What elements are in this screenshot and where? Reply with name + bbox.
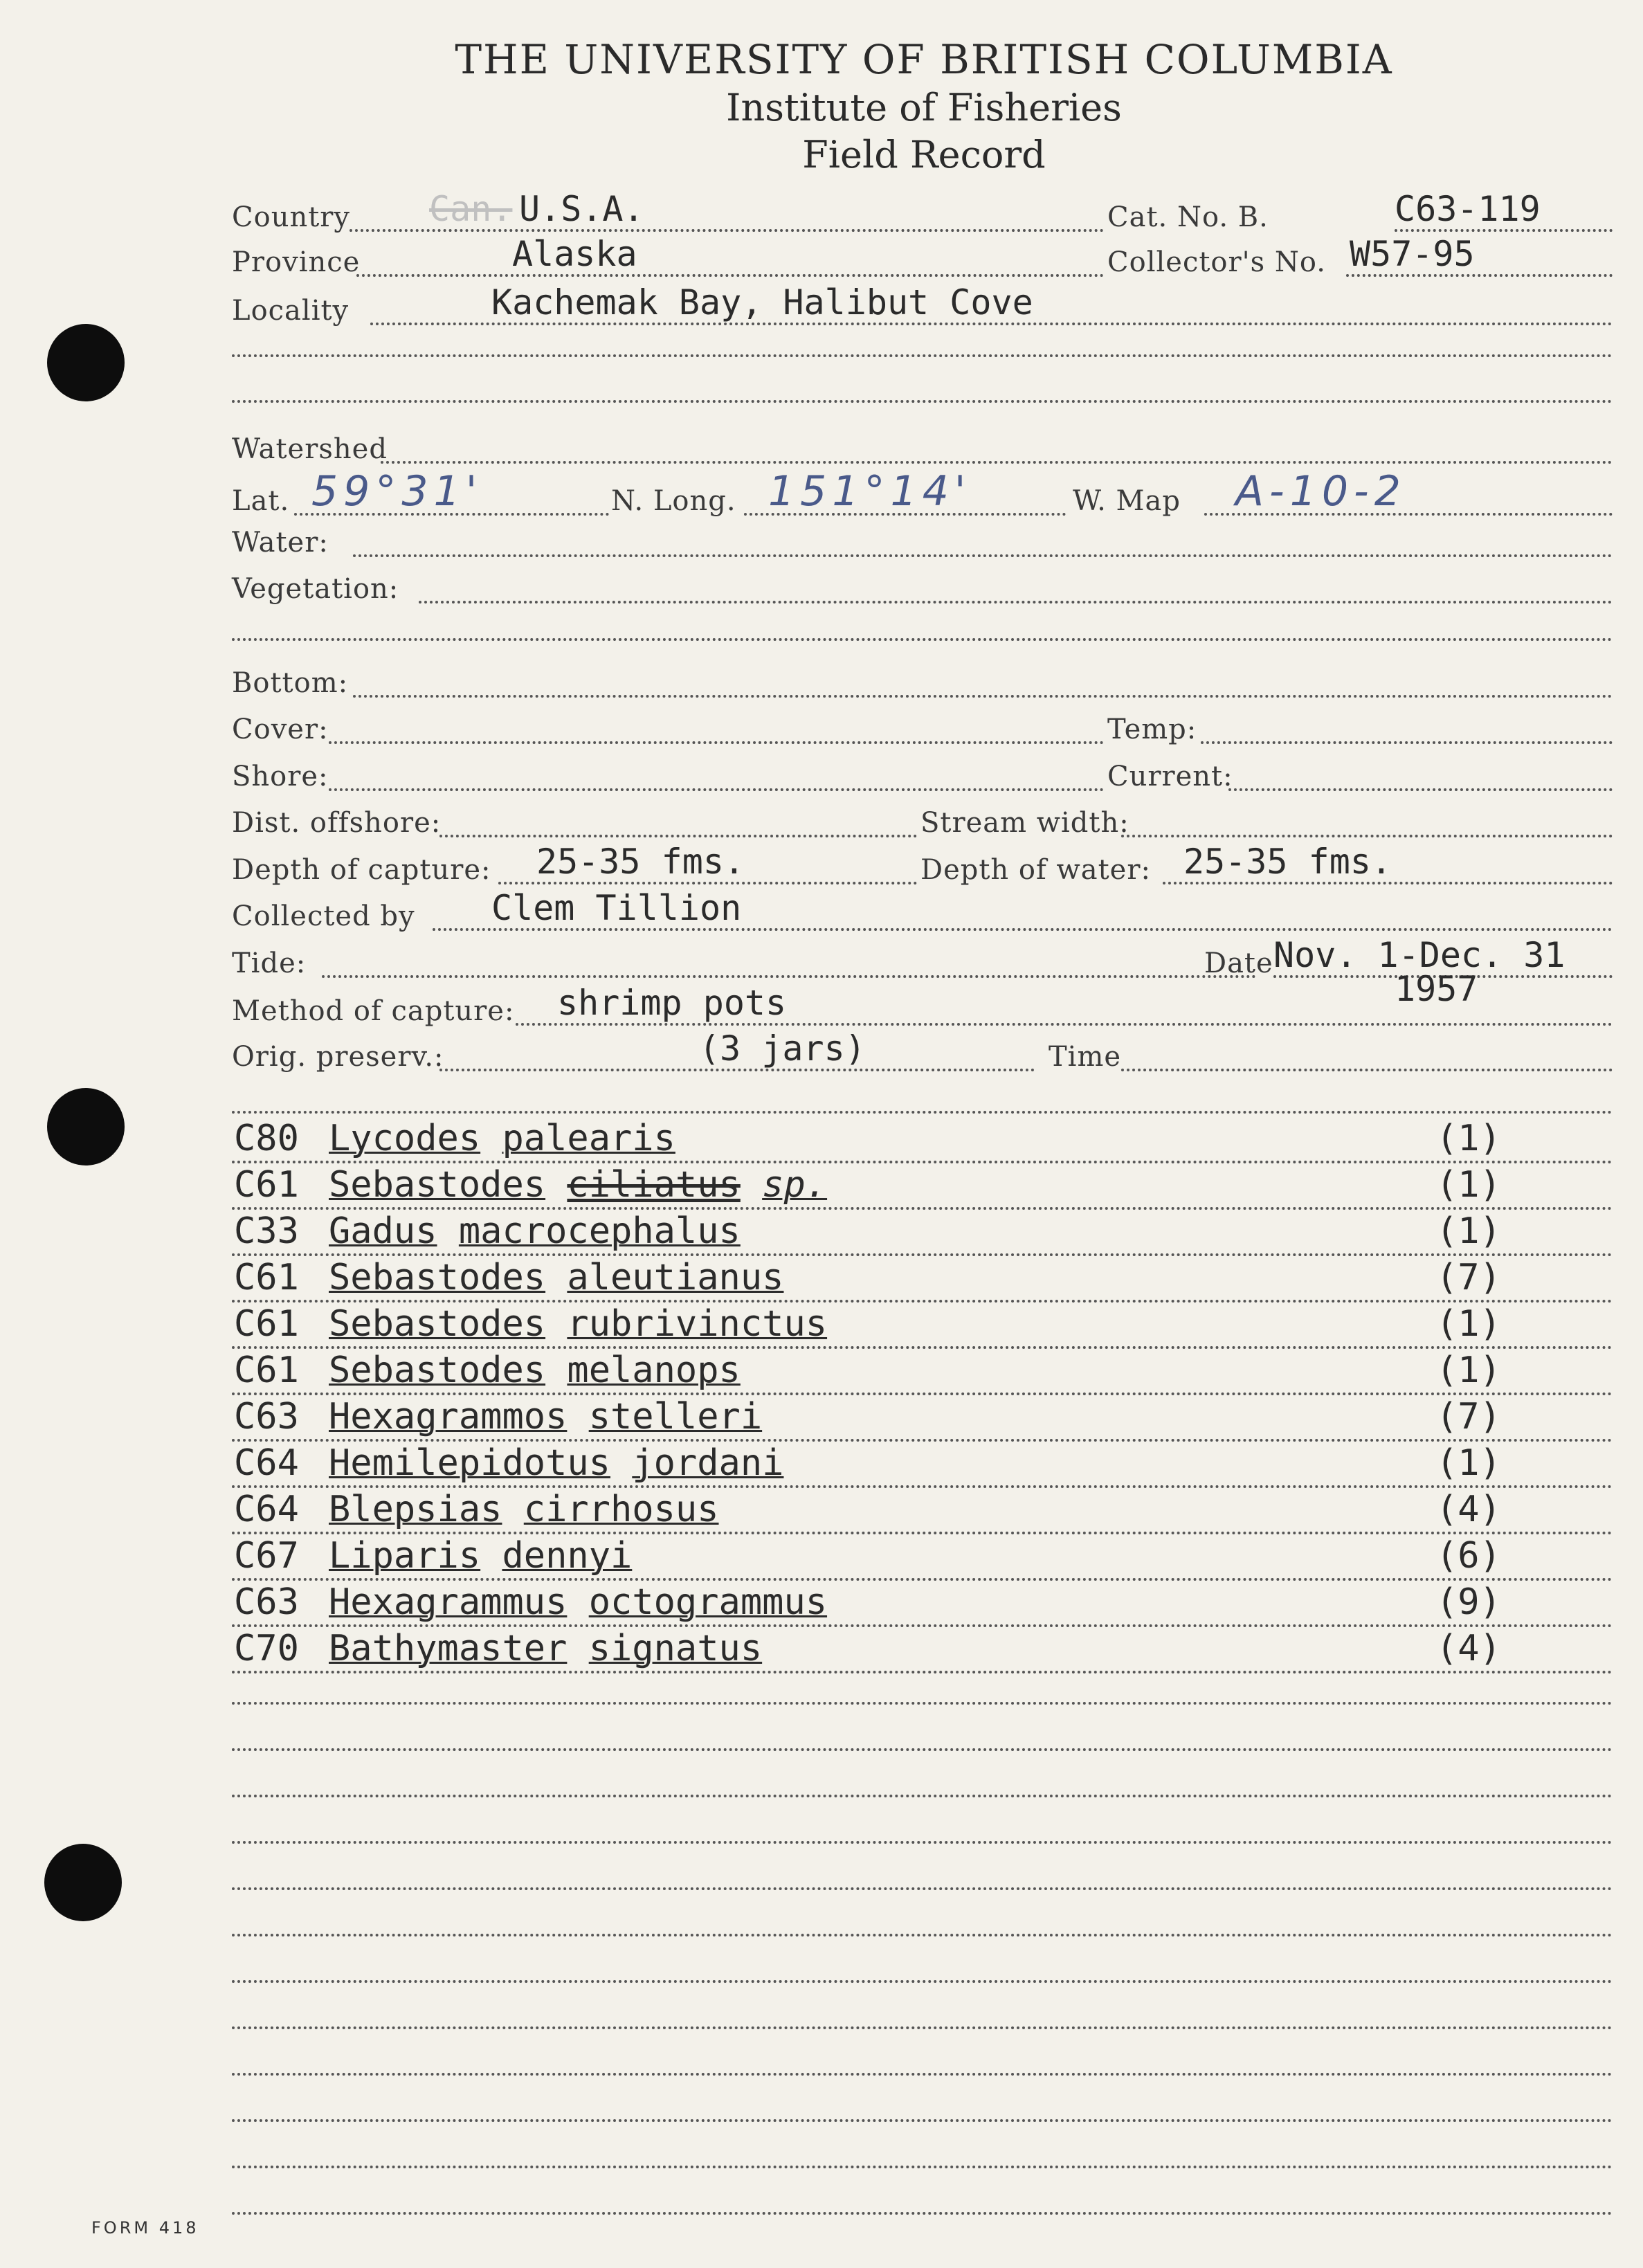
species-count: (7) — [1436, 1396, 1501, 1437]
species-genus: Hemilepidotus — [329, 1442, 610, 1484]
species-count: (1) — [1436, 1210, 1501, 1252]
cat-no-label: Cat. No. B. — [1107, 201, 1269, 233]
lat-label: Lat. — [232, 485, 290, 517]
species-epithet: ciliatus — [567, 1164, 741, 1206]
university-title: THE UNIVERSITY OF BRITISH COLUMBIA — [455, 36, 1393, 83]
species-epithet: stelleri — [588, 1396, 763, 1437]
depth-capture-value: 25-35 fms. — [536, 842, 745, 882]
species-name — [329, 1257, 783, 1298]
province-value: Alaska — [512, 234, 637, 274]
tide-line — [322, 975, 1256, 978]
date-value: Nov. 1-Dec. 31 — [1273, 935, 1565, 975]
collected-by-line — [433, 928, 1613, 931]
cat-no-line — [1395, 229, 1613, 232]
species-count: (1) — [1436, 1164, 1501, 1206]
blank-line — [232, 2026, 1613, 2029]
dist-offshore-row — [232, 796, 1613, 844]
locality-label: Locality — [232, 295, 350, 327]
species-name — [329, 1581, 827, 1623]
species-name — [329, 1535, 632, 1577]
vegetation-label: Vegetation: — [232, 573, 399, 605]
shore-row — [232, 750, 1613, 798]
species-count: (1) — [1436, 1118, 1501, 1159]
species-epithet: melanops — [567, 1350, 741, 1391]
cover-label: Cover: — [232, 714, 329, 745]
species-epithet: octogrammus — [588, 1581, 828, 1623]
time-line — [1121, 1069, 1613, 1071]
species-epithet: aleutianus — [567, 1257, 784, 1298]
depth-capture-line — [498, 882, 917, 884]
species-line — [232, 1439, 1613, 1442]
tide-label: Tide: — [232, 947, 307, 979]
species-code: C63 — [234, 1396, 299, 1437]
country-crossed-value: Can. — [429, 189, 513, 229]
water-line — [353, 554, 1613, 557]
water-label: Water: — [232, 527, 329, 559]
shore-label: Shore: — [232, 761, 329, 792]
species-code: C61 — [234, 1303, 299, 1345]
species-genus: Liparis — [329, 1535, 481, 1577]
record-title: Field Record — [802, 133, 1046, 176]
cover-line — [329, 741, 1104, 744]
blank-line — [232, 1748, 1613, 1751]
species-genus: Bathymaster — [329, 1628, 568, 1669]
species-genus: Sebastodes — [329, 1257, 546, 1298]
vegetation-line — [419, 601, 1613, 604]
blank-line — [232, 1841, 1613, 1844]
method-value: shrimp pots — [557, 983, 787, 1023]
punch-hole-bottom — [44, 1844, 122, 1921]
species-name — [329, 1303, 827, 1345]
current-label: Current: — [1107, 761, 1233, 792]
species-count: (1) — [1436, 1350, 1501, 1391]
blank-line — [232, 2119, 1613, 2122]
dist-offshore-line — [439, 835, 917, 837]
collected-by-value: Clem Tillion — [491, 888, 742, 928]
depth-water-value: 25-35 fms. — [1183, 842, 1392, 882]
orig-preserv-value: (3 jars) — [699, 1028, 866, 1069]
blank-line — [232, 1980, 1613, 1983]
method-line — [516, 1023, 1613, 1026]
country-value: U.S.A. — [519, 189, 644, 229]
species-epithet: cirrhosus — [523, 1489, 719, 1530]
punch-hole-middle — [47, 1088, 125, 1165]
collected-by-label: Collected by — [232, 900, 415, 932]
species-code: C80 — [234, 1118, 299, 1159]
depth-row — [232, 843, 1613, 891]
lat-value: 59°31' — [311, 467, 483, 516]
locality-extra-line — [232, 400, 1613, 403]
species-line — [232, 1161, 1613, 1163]
depth-capture-label: Depth of capture: — [232, 854, 491, 886]
orig-preserv-label: Orig. preserv.: — [232, 1041, 444, 1073]
species-epithet: signatus — [588, 1628, 763, 1669]
species-line — [232, 1346, 1613, 1349]
depth-water-line — [1163, 882, 1613, 884]
species-name — [329, 1489, 719, 1530]
province-row — [232, 235, 1613, 284]
country-label: Country — [232, 201, 351, 233]
blank-line — [232, 2073, 1613, 2076]
species-name — [329, 1628, 762, 1669]
species-epithet: palearis — [502, 1118, 675, 1159]
bottom-label: Bottom: — [232, 667, 349, 699]
species-genus: Sebastodes — [329, 1350, 546, 1391]
species-code: C64 — [234, 1442, 299, 1484]
species-count: (1) — [1436, 1442, 1501, 1484]
country-row — [232, 190, 1613, 239]
species-code: C61 — [234, 1164, 299, 1206]
species-code: C67 — [234, 1535, 299, 1577]
locality-extra-line — [232, 354, 1613, 357]
institute-title: Institute of Fisheries — [726, 86, 1122, 129]
species-name — [329, 1350, 741, 1391]
locality-value: Kachemak Bay, Halibut Cove — [491, 282, 1033, 323]
species-line — [232, 1485, 1613, 1488]
depth-water-label: Depth of water: — [920, 854, 1151, 886]
species-genus: Gadus — [329, 1210, 437, 1252]
species-line — [232, 1207, 1613, 1210]
collector-no-line — [1346, 274, 1613, 277]
n-long-label: N. Long. — [611, 485, 736, 517]
method-label: Method of capture: — [232, 995, 515, 1027]
species-line — [232, 1578, 1613, 1581]
watershed-label: Watershed — [232, 433, 388, 465]
species-code: C70 — [234, 1628, 299, 1669]
species-code: C61 — [234, 1257, 299, 1298]
province-line — [356, 274, 1104, 277]
collector-no-value: W57-95 — [1350, 234, 1475, 274]
collected-by-row — [232, 889, 1613, 938]
species-line — [232, 1300, 1613, 1303]
species-line — [232, 1253, 1613, 1256]
species-epithet: macrocephalus — [458, 1210, 741, 1252]
temp-label: Temp: — [1107, 714, 1197, 745]
species-name — [329, 1210, 741, 1252]
species-epithet: jordani — [632, 1442, 784, 1484]
species-genus: Sebastodes — [329, 1164, 546, 1206]
separator-line — [232, 1111, 1613, 1114]
date-label: Date — [1204, 947, 1273, 979]
vegetation-row — [232, 562, 1613, 610]
species-code: C33 — [234, 1210, 299, 1252]
cat-no-value: C63-119 — [1395, 189, 1541, 229]
species-name — [329, 1118, 675, 1159]
date-year: 1957 — [1395, 969, 1478, 1009]
method-row — [232, 984, 1613, 1033]
bottom-row — [232, 656, 1613, 705]
locality-line — [370, 323, 1613, 325]
coordinates-row — [232, 467, 1613, 523]
species-name — [329, 1164, 827, 1206]
species-line — [232, 1624, 1613, 1627]
bottom-line — [353, 695, 1613, 698]
punch-hole-top — [47, 324, 125, 401]
blank-line — [232, 1795, 1613, 1797]
species-note: sp. — [762, 1164, 828, 1206]
stream-width-line — [1121, 835, 1613, 837]
species-genus: Blepsias — [329, 1489, 502, 1530]
temp-line — [1201, 741, 1613, 744]
vegetation-extra-line — [232, 638, 1613, 641]
species-count: (4) — [1436, 1489, 1501, 1530]
locality-row — [232, 284, 1613, 332]
blank-line — [232, 2166, 1613, 2168]
water-row — [232, 516, 1613, 564]
species-code: C63 — [234, 1581, 299, 1623]
species-epithet: dennyi — [502, 1535, 633, 1577]
species-count: (9) — [1436, 1581, 1501, 1623]
time-label: Time — [1049, 1041, 1122, 1073]
species-genus: Hexagrammus — [329, 1581, 568, 1623]
form-number: FORM 418 — [91, 2218, 199, 2238]
species-genus: Lycodes — [329, 1118, 481, 1159]
species-code: C64 — [234, 1489, 299, 1530]
watershed-row — [232, 422, 1613, 471]
w-map-label: W. Map — [1073, 485, 1181, 517]
species-line — [232, 1532, 1613, 1534]
species-epithet: rubrivinctus — [567, 1303, 828, 1345]
dist-offshore-label: Dist. offshore: — [232, 807, 442, 839]
species-count: (7) — [1436, 1257, 1501, 1298]
stream-width-label: Stream width: — [920, 807, 1129, 839]
cover-row — [232, 702, 1613, 751]
country-line — [350, 229, 1104, 232]
province-label: Province — [232, 246, 361, 278]
blank-line — [232, 1702, 1613, 1705]
map-value: A-10-2 — [1235, 467, 1406, 516]
blank-line — [232, 1934, 1613, 1936]
long-value: 151°14' — [768, 467, 972, 516]
species-name — [329, 1396, 762, 1437]
species-code: C61 — [234, 1350, 299, 1391]
shore-line — [329, 788, 1104, 791]
species-count: (6) — [1436, 1535, 1501, 1577]
blank-line — [232, 2212, 1613, 2215]
orig-preserv-line — [439, 1069, 1035, 1071]
species-genus: Sebastodes — [329, 1303, 546, 1345]
collector-no-label: Collector's No. — [1107, 246, 1326, 278]
watershed-line — [381, 461, 1613, 464]
species-count: (4) — [1436, 1628, 1501, 1669]
orig-preserv-row — [232, 1030, 1613, 1078]
species-count: (1) — [1436, 1303, 1501, 1345]
species-line — [232, 1392, 1613, 1395]
current-line — [1228, 788, 1613, 791]
blank-line — [232, 1887, 1613, 1890]
species-genus: Hexagrammos — [329, 1396, 568, 1437]
species-line — [232, 1671, 1613, 1673]
species-name — [329, 1442, 783, 1484]
